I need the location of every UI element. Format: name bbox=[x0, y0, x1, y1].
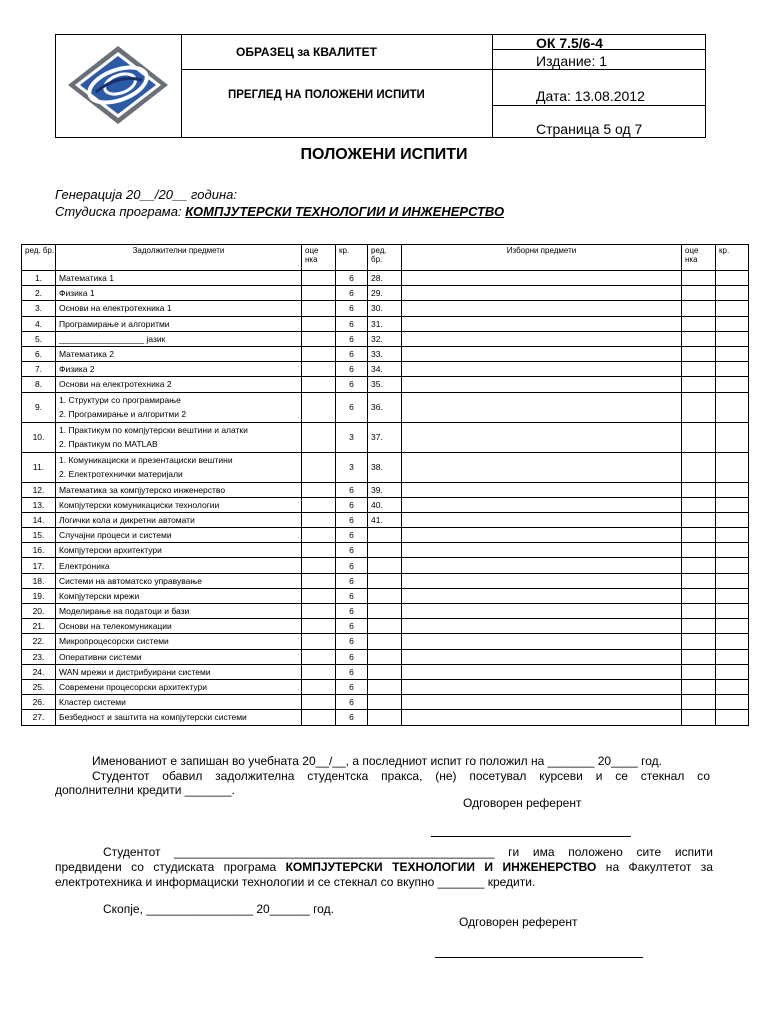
row-number: 9. bbox=[22, 392, 56, 422]
credits-cell: 6 bbox=[336, 392, 368, 422]
row-number: 20. bbox=[22, 604, 56, 619]
credits-cell: 6 bbox=[336, 316, 368, 331]
credits-cell: 6 bbox=[336, 619, 368, 634]
elective-subject-cell bbox=[402, 377, 682, 392]
table-row bbox=[22, 619, 749, 634]
elective-grade-cell[interactable] bbox=[682, 422, 716, 452]
mandatory-subject: Моделирање на податоци и бази bbox=[56, 604, 302, 619]
elective-grade-cell[interactable] bbox=[682, 634, 716, 649]
elective-subject-cell bbox=[402, 588, 682, 603]
elective-credits-cell bbox=[716, 346, 749, 361]
elective-credits-cell bbox=[716, 362, 749, 377]
table-row bbox=[22, 452, 749, 482]
row-number: 1. bbox=[22, 271, 56, 286]
practice-line-1: Студентот обавил задолжителна студентска пракса, (не) посетувал курсеви и се стекнал со bbox=[92, 769, 710, 783]
mandatory-subject: Основи на електротехника 2 bbox=[56, 377, 302, 392]
grade-cell[interactable] bbox=[302, 543, 336, 558]
mandatory-subject: Математика за компјутерско инженерство bbox=[56, 482, 302, 497]
elective-subject-cell bbox=[402, 512, 682, 527]
elective-row-number: 30. bbox=[368, 301, 402, 316]
credits-cell: 6 bbox=[336, 543, 368, 558]
program-line bbox=[55, 204, 504, 219]
header-grade: оце нка bbox=[302, 245, 336, 271]
row-number: 22. bbox=[22, 634, 56, 649]
grade-cell[interactable] bbox=[302, 528, 336, 543]
student-line-2-b: на Факултетот за bbox=[596, 860, 713, 874]
student-line-1: Студентот ________________________________________________ ги има положено сите испити bbox=[103, 845, 713, 859]
elective-row-number: 37. bbox=[368, 422, 402, 452]
elective-credits-cell bbox=[716, 710, 749, 725]
elective-row-number: 36. bbox=[368, 392, 402, 422]
mandatory-subject: Компјутерски архитектури bbox=[56, 543, 302, 558]
generation-line: Генерација 20__/20__ година: bbox=[55, 187, 237, 202]
grade-cell[interactable] bbox=[302, 331, 336, 346]
elective-grade-cell[interactable] bbox=[682, 649, 716, 664]
mandatory-subject: Компјутерски комуникациски технологии bbox=[56, 497, 302, 512]
elective-credits-cell bbox=[716, 573, 749, 588]
elective-grade-cell[interactable] bbox=[682, 377, 716, 392]
grade-cell[interactable] bbox=[302, 634, 336, 649]
elective-subject-cell bbox=[402, 573, 682, 588]
grade-cell[interactable] bbox=[302, 604, 336, 619]
subject-line: 2. Практикум по MATLAB bbox=[59, 439, 158, 449]
row-number: 18. bbox=[22, 573, 56, 588]
elective-grade-cell[interactable] bbox=[682, 710, 716, 725]
elective-credits-cell bbox=[716, 452, 749, 482]
table-row bbox=[22, 362, 749, 377]
header-credits2: кр. bbox=[716, 245, 749, 271]
elective-row-number: 38. bbox=[368, 452, 402, 482]
elective-subject-cell bbox=[402, 301, 682, 316]
elective-grade-cell[interactable] bbox=[682, 695, 716, 710]
table-row bbox=[22, 316, 749, 331]
credits-cell: 6 bbox=[336, 346, 368, 361]
elective-credits-cell bbox=[716, 377, 749, 392]
elective-credits-cell bbox=[716, 543, 749, 558]
elective-row-number bbox=[368, 528, 402, 543]
mandatory-subject: Математика 2 bbox=[56, 346, 302, 361]
elective-grade-cell[interactable] bbox=[682, 664, 716, 679]
elective-grade-cell[interactable] bbox=[682, 604, 716, 619]
grade-cell[interactable] bbox=[302, 362, 336, 377]
elective-row-number: 28. bbox=[368, 271, 402, 286]
grade-cell[interactable] bbox=[302, 346, 336, 361]
credits-cell: 6 bbox=[336, 301, 368, 316]
elective-row-number bbox=[368, 543, 402, 558]
mandatory-subject: Компјутерски мрежи bbox=[56, 588, 302, 603]
credits-cell: 6 bbox=[336, 482, 368, 497]
row-number: 10. bbox=[22, 422, 56, 452]
student-program: КОМПЈУТЕРСКИ ТЕХНОЛОГИИ И ИНЖЕНЕРСТВО bbox=[285, 860, 597, 874]
page-title: ПОЛОЖЕНИ ИСПИТИ bbox=[300, 146, 468, 163]
elective-credits-cell bbox=[716, 588, 749, 603]
elective-row-number bbox=[368, 710, 402, 725]
credits-cell: 6 bbox=[336, 377, 368, 392]
credits-cell: 6 bbox=[336, 634, 368, 649]
header-elective: Изборни предмети bbox=[402, 245, 682, 271]
elective-row-number bbox=[368, 619, 402, 634]
elective-grade-cell[interactable] bbox=[682, 362, 716, 377]
elective-credits-cell bbox=[716, 316, 749, 331]
exams-table bbox=[21, 244, 749, 726]
elective-subject-cell bbox=[402, 664, 682, 679]
elective-row-number: 34. bbox=[368, 362, 402, 377]
row-number: 21. bbox=[22, 619, 56, 634]
table-row bbox=[22, 512, 749, 527]
credits-cell: 6 bbox=[336, 573, 368, 588]
elective-credits-cell bbox=[716, 679, 749, 694]
program-name: КОМПЈУТЕРСКИ ТЕХНОЛОГИИ И ИНЖЕНЕРСТВО bbox=[185, 204, 505, 219]
elective-grade-cell[interactable] bbox=[682, 271, 716, 286]
elective-credits-cell bbox=[716, 286, 749, 301]
table-row bbox=[22, 482, 749, 497]
table-row bbox=[22, 649, 749, 664]
elective-grade-cell[interactable] bbox=[682, 301, 716, 316]
grade-cell[interactable] bbox=[302, 558, 336, 573]
elective-grade-cell[interactable] bbox=[682, 482, 716, 497]
mandatory-subject: Системи на автоматско управување bbox=[56, 573, 302, 588]
credits-cell: 6 bbox=[336, 512, 368, 527]
elective-credits-cell bbox=[716, 619, 749, 634]
grade-cell[interactable] bbox=[302, 271, 336, 286]
grade-cell[interactable] bbox=[302, 422, 336, 452]
elective-grade-cell[interactable] bbox=[682, 528, 716, 543]
grade-cell[interactable] bbox=[302, 695, 336, 710]
mandatory-subject: Случајни процеси и системи bbox=[56, 528, 302, 543]
elective-grade-cell[interactable] bbox=[682, 512, 716, 527]
elective-subject-cell bbox=[402, 452, 682, 482]
subject-line: 1. Структури со програмирање bbox=[59, 395, 181, 405]
credits-cell: 3 bbox=[336, 422, 368, 452]
elective-grade-cell[interactable] bbox=[682, 679, 716, 694]
elective-grade-cell[interactable] bbox=[682, 588, 716, 603]
mandatory-subject: Основи на електротехника 1 bbox=[56, 301, 302, 316]
grade-cell[interactable] bbox=[302, 392, 336, 422]
mandatory-subject: Микропроцесорски системи bbox=[56, 634, 302, 649]
row-number: 14. bbox=[22, 512, 56, 527]
elective-subject-cell bbox=[402, 528, 682, 543]
elective-grade-cell[interactable] bbox=[682, 619, 716, 634]
elective-subject-cell bbox=[402, 482, 682, 497]
table-row bbox=[22, 634, 749, 649]
elective-credits-cell bbox=[716, 331, 749, 346]
mandatory-subject: Безбедност и заштита на компјутерски системи bbox=[56, 710, 302, 725]
table-row bbox=[22, 679, 749, 694]
row-number: 15. bbox=[22, 528, 56, 543]
table-row bbox=[22, 695, 749, 710]
elective-subject-cell bbox=[402, 286, 682, 301]
credits-cell: 6 bbox=[336, 286, 368, 301]
elective-row-number bbox=[368, 634, 402, 649]
program-label: Студиска програма: bbox=[55, 204, 182, 219]
grade-cell[interactable] bbox=[302, 573, 336, 588]
elective-credits-cell bbox=[716, 482, 749, 497]
elective-credits-cell bbox=[716, 497, 749, 512]
practice-line-2: дополнителни кредити _______. bbox=[55, 783, 235, 797]
elective-credits-cell bbox=[716, 634, 749, 649]
elective-subject-cell bbox=[402, 331, 682, 346]
elective-subject-cell bbox=[402, 695, 682, 710]
elective-subject-cell bbox=[402, 604, 682, 619]
grade-cell[interactable] bbox=[302, 588, 336, 603]
elective-row-number: 31. bbox=[368, 316, 402, 331]
row-number: 8. bbox=[22, 377, 56, 392]
elective-subject-cell bbox=[402, 316, 682, 331]
elective-row-number: 41. bbox=[368, 512, 402, 527]
row-number: 16. bbox=[22, 543, 56, 558]
elective-grade-cell[interactable] bbox=[682, 497, 716, 512]
elective-grade-cell[interactable] bbox=[682, 543, 716, 558]
row-number: 26. bbox=[22, 695, 56, 710]
elective-grade-cell[interactable] bbox=[682, 392, 716, 422]
table-row bbox=[22, 558, 749, 573]
row-number: 7. bbox=[22, 362, 56, 377]
mandatory-subject: Основи на телекомуникации bbox=[56, 619, 302, 634]
elective-row-number: 29. bbox=[368, 286, 402, 301]
credits-cell: 6 bbox=[336, 497, 368, 512]
credits-cell: 6 bbox=[336, 664, 368, 679]
elective-subject-cell bbox=[402, 558, 682, 573]
form-page: Страница 5 од 7 bbox=[536, 121, 643, 137]
elective-row-number: 33. bbox=[368, 346, 402, 361]
mandatory-subject: Современи процесорски архитектури bbox=[56, 679, 302, 694]
elective-row-number bbox=[368, 604, 402, 619]
elective-credits-cell bbox=[716, 604, 749, 619]
grade-cell[interactable] bbox=[302, 679, 336, 694]
elective-subject-cell bbox=[402, 346, 682, 361]
elective-credits-cell bbox=[716, 528, 749, 543]
credits-cell: 6 bbox=[336, 331, 368, 346]
table-row bbox=[22, 422, 749, 452]
elective-credits-cell bbox=[716, 422, 749, 452]
mandatory-subject: Електроника bbox=[56, 558, 302, 573]
table-row bbox=[22, 377, 749, 392]
grade-cell[interactable] bbox=[302, 710, 336, 725]
elective-grade-cell[interactable] bbox=[682, 452, 716, 482]
enrolled-line: Именованиот е запишан во учебната 20__/__, а последниот испит го положил на _______ 20____ год. bbox=[92, 754, 662, 768]
header-mandatory: Задолжителни предмети bbox=[56, 245, 302, 271]
university-logo-icon bbox=[66, 44, 170, 126]
elective-subject-cell bbox=[402, 679, 682, 694]
elective-row-number bbox=[368, 679, 402, 694]
student-line-3: електротехника и информациски технологии и се стекнал со вкупно _______ кредити. bbox=[55, 875, 536, 889]
table-row bbox=[22, 528, 749, 543]
mandatory-subject: __________________ јазик bbox=[56, 331, 302, 346]
elective-credits-cell bbox=[716, 512, 749, 527]
header-no: ред. бр. bbox=[22, 245, 56, 271]
elective-row-number bbox=[368, 664, 402, 679]
header-no2: ред. бр. bbox=[368, 245, 402, 271]
referent-label-1: Одговорен референт bbox=[463, 796, 582, 810]
elective-row-number bbox=[368, 649, 402, 664]
elective-grade-cell[interactable] bbox=[682, 331, 716, 346]
elective-grade-cell[interactable] bbox=[682, 316, 716, 331]
elective-subject-cell bbox=[402, 497, 682, 512]
table-row bbox=[22, 271, 749, 286]
row-number: 5. bbox=[22, 331, 56, 346]
elective-row-number bbox=[368, 695, 402, 710]
grade-cell[interactable] bbox=[302, 377, 336, 392]
credits-cell: 6 bbox=[336, 528, 368, 543]
mandatory-subject: Физика 1 bbox=[56, 286, 302, 301]
grade-cell[interactable] bbox=[302, 497, 336, 512]
mandatory-subject: Математика 1 bbox=[56, 271, 302, 286]
table-row bbox=[22, 664, 749, 679]
mandatory-subject: WAN мрежи и дистрибуирани системи bbox=[56, 664, 302, 679]
mandatory-subject: Кластер системи bbox=[56, 695, 302, 710]
place-date-line: Скопје, ________________ 20______ год. bbox=[103, 902, 334, 916]
elective-row-number: 39. bbox=[368, 482, 402, 497]
row-number: 27. bbox=[22, 710, 56, 725]
row-number: 24. bbox=[22, 664, 56, 679]
form-code: ОК 7.5/6-4 bbox=[536, 35, 603, 51]
elective-row-number bbox=[368, 588, 402, 603]
row-number: 2. bbox=[22, 286, 56, 301]
form-edition: Издание: 1 bbox=[536, 53, 608, 69]
elective-credits-cell bbox=[716, 649, 749, 664]
table-row bbox=[22, 392, 749, 422]
elective-subject-cell bbox=[402, 710, 682, 725]
credits-cell: 6 bbox=[336, 649, 368, 664]
elective-grade-cell[interactable] bbox=[682, 286, 716, 301]
elective-grade-cell[interactable] bbox=[682, 558, 716, 573]
elective-credits-cell bbox=[716, 392, 749, 422]
credits-cell: 6 bbox=[336, 558, 368, 573]
subject-line: 1. Комуникациски и презентациски вештини bbox=[59, 455, 233, 465]
form-title: ОБРАЗЕЦ за КВАЛИТЕТ bbox=[236, 45, 377, 59]
elective-row-number: 35. bbox=[368, 377, 402, 392]
student-line-2-a: предвидени со студиската програма bbox=[55, 860, 286, 874]
grade-cell[interactable] bbox=[302, 301, 336, 316]
table-row bbox=[22, 588, 749, 603]
credits-cell: 6 bbox=[336, 679, 368, 694]
credits-cell: 6 bbox=[336, 695, 368, 710]
credits-cell: 6 bbox=[336, 362, 368, 377]
elective-row-number bbox=[368, 558, 402, 573]
table-row bbox=[22, 710, 749, 725]
elective-subject-cell bbox=[402, 422, 682, 452]
table-row bbox=[22, 346, 749, 361]
table-header-row bbox=[22, 245, 749, 271]
elective-credits-cell bbox=[716, 695, 749, 710]
elective-subject-cell bbox=[402, 649, 682, 664]
table-row bbox=[22, 604, 749, 619]
elective-subject-cell bbox=[402, 543, 682, 558]
table-row bbox=[22, 543, 749, 558]
grade-cell[interactable] bbox=[302, 482, 336, 497]
elective-grade-cell[interactable] bbox=[682, 346, 716, 361]
student-line-2 bbox=[55, 860, 713, 874]
grade-cell[interactable] bbox=[302, 649, 336, 664]
elective-credits-cell bbox=[716, 664, 749, 679]
row-number: 3. bbox=[22, 301, 56, 316]
elective-subject-cell bbox=[402, 362, 682, 377]
mandatory-subject: Логички кола и дикретни автомати bbox=[56, 512, 302, 527]
mandatory-subject: Оперативни системи bbox=[56, 649, 302, 664]
referent-label-2: Одговорен референт bbox=[459, 915, 578, 929]
row-number: 19. bbox=[22, 588, 56, 603]
subject-line: 1. Практикум по компјутерски вештини и алатки bbox=[59, 425, 248, 435]
elective-row-number: 40. bbox=[368, 497, 402, 512]
table-row bbox=[22, 497, 749, 512]
credits-cell: 3 bbox=[336, 452, 368, 482]
grade-cell[interactable] bbox=[302, 664, 336, 679]
mandatory-subject bbox=[56, 452, 302, 482]
row-number: 25. bbox=[22, 679, 56, 694]
row-number: 17. bbox=[22, 558, 56, 573]
credits-cell: 6 bbox=[336, 588, 368, 603]
elective-row-number bbox=[368, 573, 402, 588]
row-number: 4. bbox=[22, 316, 56, 331]
elective-credits-cell bbox=[716, 271, 749, 286]
elective-row-number: 32. bbox=[368, 331, 402, 346]
table-row bbox=[22, 301, 749, 316]
mandatory-subject bbox=[56, 422, 302, 452]
row-number: 23. bbox=[22, 649, 56, 664]
table-row bbox=[22, 331, 749, 346]
elective-credits-cell bbox=[716, 558, 749, 573]
mandatory-subject bbox=[56, 392, 302, 422]
grade-cell[interactable] bbox=[302, 316, 336, 331]
grade-cell[interactable] bbox=[302, 452, 336, 482]
grade-cell[interactable] bbox=[302, 619, 336, 634]
mandatory-subject: Физика 2 bbox=[56, 362, 302, 377]
credits-cell: 6 bbox=[336, 604, 368, 619]
elective-subject-cell bbox=[402, 392, 682, 422]
signature-line-2 bbox=[435, 957, 643, 958]
subject-line: 2. Програмирање и алгоритми 2 bbox=[59, 409, 187, 419]
table-row bbox=[22, 573, 749, 588]
signature-line-1 bbox=[431, 836, 631, 837]
form-date: Дата: 13.08.2012 bbox=[536, 88, 645, 104]
elective-credits-cell bbox=[716, 301, 749, 316]
row-number: 12. bbox=[22, 482, 56, 497]
elective-subject-cell bbox=[402, 619, 682, 634]
credits-cell: 6 bbox=[336, 710, 368, 725]
elective-grade-cell[interactable] bbox=[682, 573, 716, 588]
grade-cell[interactable] bbox=[302, 286, 336, 301]
elective-subject-cell bbox=[402, 634, 682, 649]
grade-cell[interactable] bbox=[302, 512, 336, 527]
mandatory-subject: Програмирање и алгоритми bbox=[56, 316, 302, 331]
credits-cell: 6 bbox=[336, 271, 368, 286]
elective-subject-cell bbox=[402, 271, 682, 286]
header-credits: кр. bbox=[336, 245, 368, 271]
subject-line: 2. Електротехнички материјали bbox=[59, 469, 183, 479]
header-grade2: оце нка bbox=[682, 245, 716, 271]
form-subtitle: ПРЕГЛЕД НА ПОЛОЖЕНИ ИСПИТИ bbox=[228, 89, 425, 101]
table-row bbox=[22, 286, 749, 301]
row-number: 13. bbox=[22, 497, 56, 512]
row-number: 6. bbox=[22, 346, 56, 361]
row-number: 11. bbox=[22, 452, 56, 482]
